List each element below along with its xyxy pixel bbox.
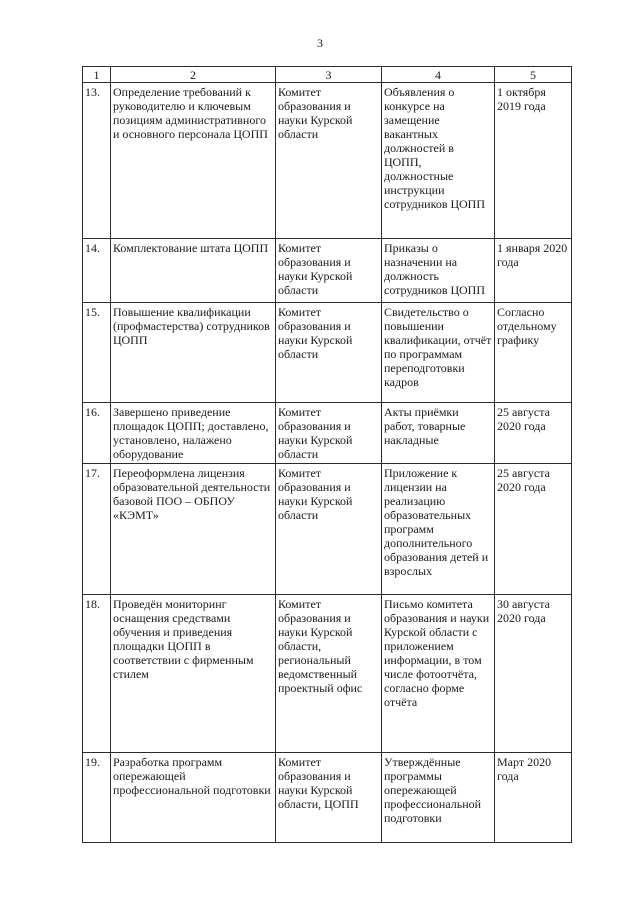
event-cell: Повышение квалификации (профмастерства) сотрудников ЦОПП xyxy=(111,303,276,403)
row-number: 18. xyxy=(83,595,111,753)
responsible-cell: Комитет образования и науки Курской области, региональный ведомственный проектный офис xyxy=(276,595,382,753)
event-cell: Проведён мониторинг оснащения средствами обучения и приведения площадки ЦОПП в соответствии с фирменным стилем xyxy=(111,595,276,753)
event-cell: Разработка программ опережающей профессиональной подготовки xyxy=(111,753,276,843)
result-cell: Объявления о конкурсе на замещение вакантных должностей в ЦОПП, должностные инструкции сотрудников ЦОПП xyxy=(382,83,495,239)
responsible-cell: Комитет образования и науки Курской области, ЦОПП xyxy=(276,753,382,843)
deadline-cell: Март 2020 года xyxy=(495,753,572,843)
column-header: 2 xyxy=(111,67,276,83)
plan-table xyxy=(82,66,572,843)
table-header-row xyxy=(83,67,572,83)
responsible-cell: Комитет образования и науки Курской области xyxy=(276,403,382,464)
responsible-cell: Комитет образования и науки Курской области xyxy=(276,239,382,303)
column-header: 3 xyxy=(276,67,382,83)
responsible-cell: Комитет образования и науки Курской области xyxy=(276,303,382,403)
table-row xyxy=(83,753,572,843)
row-number: 13. xyxy=(83,83,111,239)
deadline-cell: 1 января 2020 года xyxy=(495,239,572,303)
event-cell: Определение требований к руководителю и ключевым позициям административного и основного персонала ЦОПП xyxy=(111,83,276,239)
table-row xyxy=(83,403,572,464)
table-row xyxy=(83,595,572,753)
result-cell: Утверждённые программы опережающей профессиональной подготовки xyxy=(382,753,495,843)
row-number: 16. xyxy=(83,403,111,464)
row-number: 14. xyxy=(83,239,111,303)
event-cell: Комплектование штата ЦОПП xyxy=(111,239,276,303)
table-row xyxy=(83,464,572,595)
row-number: 19. xyxy=(83,753,111,843)
column-header: 1 xyxy=(83,67,111,83)
result-cell: Свидетельство о повышении квалификации, отчёт по программам переподготовки кадров xyxy=(382,303,495,403)
row-number: 15. xyxy=(83,303,111,403)
column-header: 5 xyxy=(495,67,572,83)
responsible-cell: Комитет образования и науки Курской области xyxy=(276,83,382,239)
table-row xyxy=(83,303,572,403)
event-cell: Переоформлена лицензия образовательной деятельности базовой ПОО – ОБПОУ «КЭМТ» xyxy=(111,464,276,595)
column-header: 4 xyxy=(382,67,495,83)
result-cell: Акты приёмки работ, товарные накладные xyxy=(382,403,495,464)
event-cell: Завершено приведение площадок ЦОПП; доставлено, установлено, налажено оборудование xyxy=(111,403,276,464)
deadline-cell: 25 августа 2020 года xyxy=(495,464,572,595)
result-cell: Приказы о назначении на должность сотрудников ЦОПП xyxy=(382,239,495,303)
responsible-cell: Комитет образования и науки Курской области xyxy=(276,464,382,595)
table-row xyxy=(83,83,572,239)
deadline-cell: 30 августа 2020 года xyxy=(495,595,572,753)
deadline-cell: 25 августа 2020 года xyxy=(495,403,572,464)
result-cell: Письмо комитета образования и науки Курской области с приложением информации, в том числе фотоотчёта, согласно форме отчёта xyxy=(382,595,495,753)
deadline-cell: Согласно отдельному графику xyxy=(495,303,572,403)
deadline-cell: 1 октября 2019 года xyxy=(495,83,572,239)
table-row xyxy=(83,239,572,303)
result-cell: Приложение к лицензии на реализацию образовательных программ дополнительного образования детей и взрослых xyxy=(382,464,495,595)
row-number: 17. xyxy=(83,464,111,595)
page-number: 3 xyxy=(317,36,323,50)
